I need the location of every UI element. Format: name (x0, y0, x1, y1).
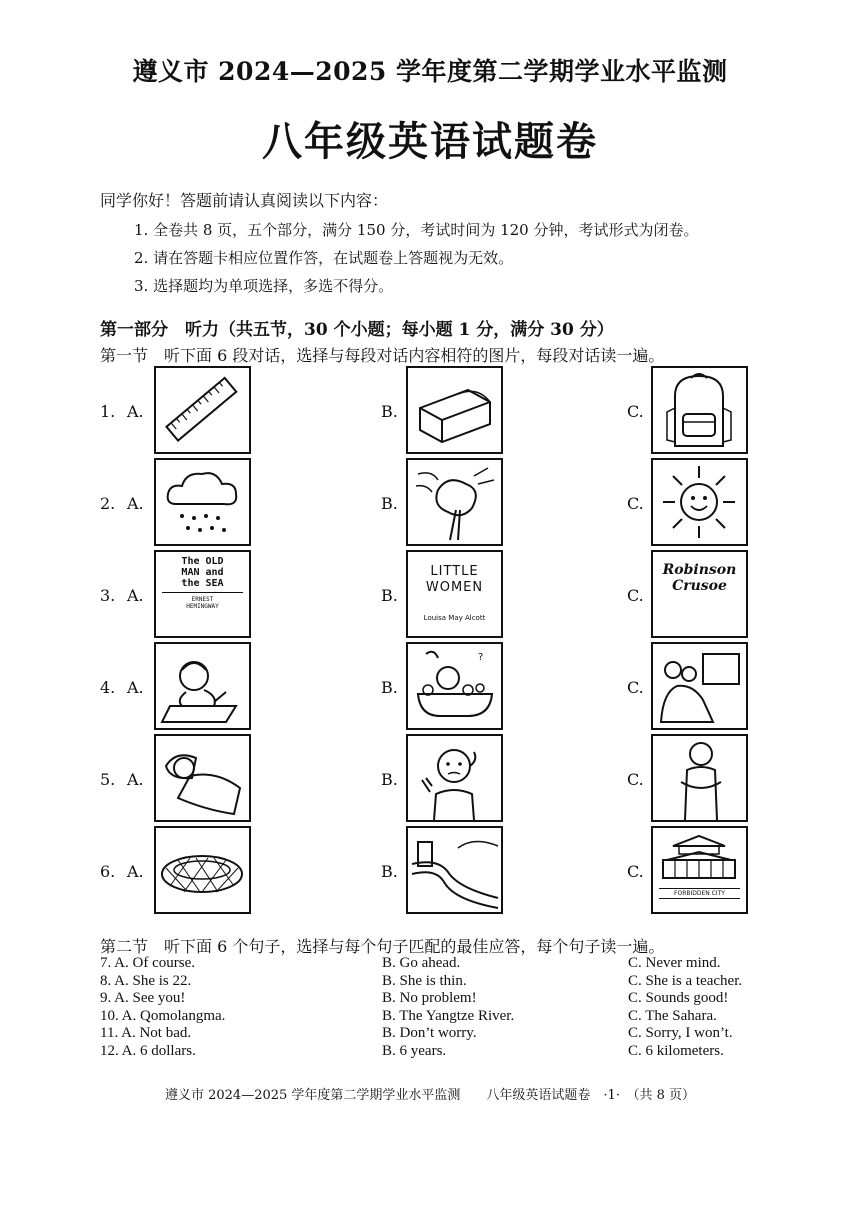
book-author: Louisa May Alcott (423, 614, 486, 622)
sick-in-bed-icon (154, 734, 251, 822)
book-author: ERNEST HEMINGWAY (186, 596, 219, 610)
boy-bath-icon (406, 642, 503, 730)
exam-title-line2: 八年级英语试题卷 (262, 118, 598, 165)
question-row-5 (0, 734, 860, 824)
book-title: Robinson Crusoe (662, 562, 737, 594)
section2-heading: 第二节 听下面 6 个句子，选择与每个句子匹配的最佳应答，每个句子读一遍。 (100, 937, 665, 956)
instruction-item: 2. 请在答题卡相应位置作答，在试题卷上答题视为无效。 (134, 249, 514, 267)
svg-text:?: ? (478, 652, 484, 663)
choice-b: B. No problem! (382, 990, 477, 1006)
option-label-a: A. (127, 494, 144, 513)
option-label-b: B. (381, 770, 398, 789)
question-number: 2. (100, 494, 116, 513)
option-label-b: B. (381, 494, 398, 513)
choice-row-8 (100, 973, 800, 991)
part1-heading: 第一部分 听力（共五节，30 个小题；每小题 1 分，满分 30 分） (100, 320, 614, 340)
book-title: LITTLE WOMEN (425, 564, 484, 595)
page-footer: 遵义市 2024—2025 学年度第二学期学业水平监测 八年级英语试题卷 ·1· （共 8 页） (164, 1088, 695, 1103)
toothache-icon (406, 734, 503, 822)
forbidden-city-icon (651, 826, 748, 914)
option-label-b: B. (381, 586, 398, 605)
option-label-a: A. (127, 862, 144, 881)
family-tv-icon (651, 642, 748, 730)
choice-row-10 (100, 1008, 800, 1026)
book-title: The OLD MAN and the SEA (181, 556, 224, 589)
option-label-a: A. (127, 402, 144, 421)
instructions-list (134, 216, 699, 300)
instruction-item: 1. 全卷共 8 页，五个部分，满分 150 分，考试时间为 120 分钟，考试形式为闭卷。 (134, 221, 699, 239)
question-row-4 (0, 642, 860, 732)
eraser-icon (406, 366, 503, 454)
question-row-1 (0, 366, 860, 456)
exam-title-line1: 遵义市 2024—2025 学年度第二学期学业水平监测 (132, 57, 728, 86)
ruler-icon (154, 366, 251, 454)
book-cover-old-man-sea (154, 550, 251, 638)
section2-choices (100, 955, 800, 1060)
choice-b: B. Go ahead. (382, 955, 461, 971)
option-label-c: C. (627, 494, 644, 513)
option-label-a: A. (127, 770, 144, 789)
option-label-b: B. (381, 402, 398, 421)
section1-heading: 第一节 听下面 6 段对话，选择与每段对话内容相符的图片，每段对话读一遍。 (100, 346, 665, 365)
instruction-item: 3. 选择题均为单项选择，多选不得分。 (134, 277, 394, 295)
question-number: 1. (100, 402, 116, 421)
choice-a: 9. A. See you! (100, 990, 186, 1006)
choice-a: 10. A. Qomolangma. (100, 1007, 226, 1024)
option-label-c: C. (627, 586, 644, 605)
choice-c: C. She is a teacher. (628, 972, 743, 989)
choice-a: 12. A. 6 dollars. (100, 1042, 196, 1059)
great-wall-icon (406, 826, 503, 914)
choice-a: 7. A. Of course. (100, 955, 195, 971)
question-number: 4. (100, 678, 116, 697)
rain-cloud-icon (154, 458, 251, 546)
choice-row-7 (100, 955, 800, 973)
question-row-6 (0, 826, 860, 916)
option-label-c: C. (627, 862, 644, 881)
book-cover-little-women (406, 550, 503, 638)
question-number: 3. (100, 586, 116, 605)
choice-a: 11. A. Not bad. (100, 1025, 192, 1041)
choice-row-11 (100, 1025, 800, 1043)
option-label-b: B. (381, 862, 398, 881)
choice-row-12 (100, 1043, 800, 1061)
choice-c: C. Sorry, I won’t. (628, 1025, 733, 1041)
option-label-a: A. (127, 586, 144, 605)
choice-c: C. Sounds good! (628, 990, 729, 1006)
choice-b: B. The Yangtze River. (382, 1007, 515, 1024)
option-label-c: C. (627, 770, 644, 789)
option-label-b: B. (381, 678, 398, 697)
question-row-3 (0, 550, 860, 640)
forbidden-city-label: FORBIDDEN CITY (659, 888, 740, 899)
question-number: 5. (100, 770, 116, 789)
choice-b: B. She is thin. (382, 972, 467, 989)
windy-tree-icon (406, 458, 503, 546)
option-label-c: C. (627, 402, 644, 421)
option-label-a: A. (127, 678, 144, 697)
birds-nest-stadium-icon (154, 826, 251, 914)
question-number: 6. (100, 862, 116, 881)
choice-a: 8. A. She is 22. (100, 972, 192, 989)
choice-row-9 (100, 990, 800, 1008)
choice-b: B. 6 years. (382, 1042, 447, 1059)
question-row-2 (0, 458, 860, 548)
backpack-icon (651, 366, 748, 454)
choice-c: C. 6 kilometers. (628, 1042, 724, 1059)
option-label-c: C. (627, 678, 644, 697)
sun-icon (651, 458, 748, 546)
stomachache-icon (651, 734, 748, 822)
instructions-greeting: 同学你好！答题前请认真阅读以下内容： (100, 191, 389, 210)
choice-b: B. Don’t worry. (382, 1025, 477, 1041)
choice-c: C. The Sahara. (628, 1007, 717, 1024)
choice-c: C. Never mind. (628, 955, 721, 971)
boy-writing-icon (154, 642, 251, 730)
book-cover-robinson-crusoe (651, 550, 748, 638)
